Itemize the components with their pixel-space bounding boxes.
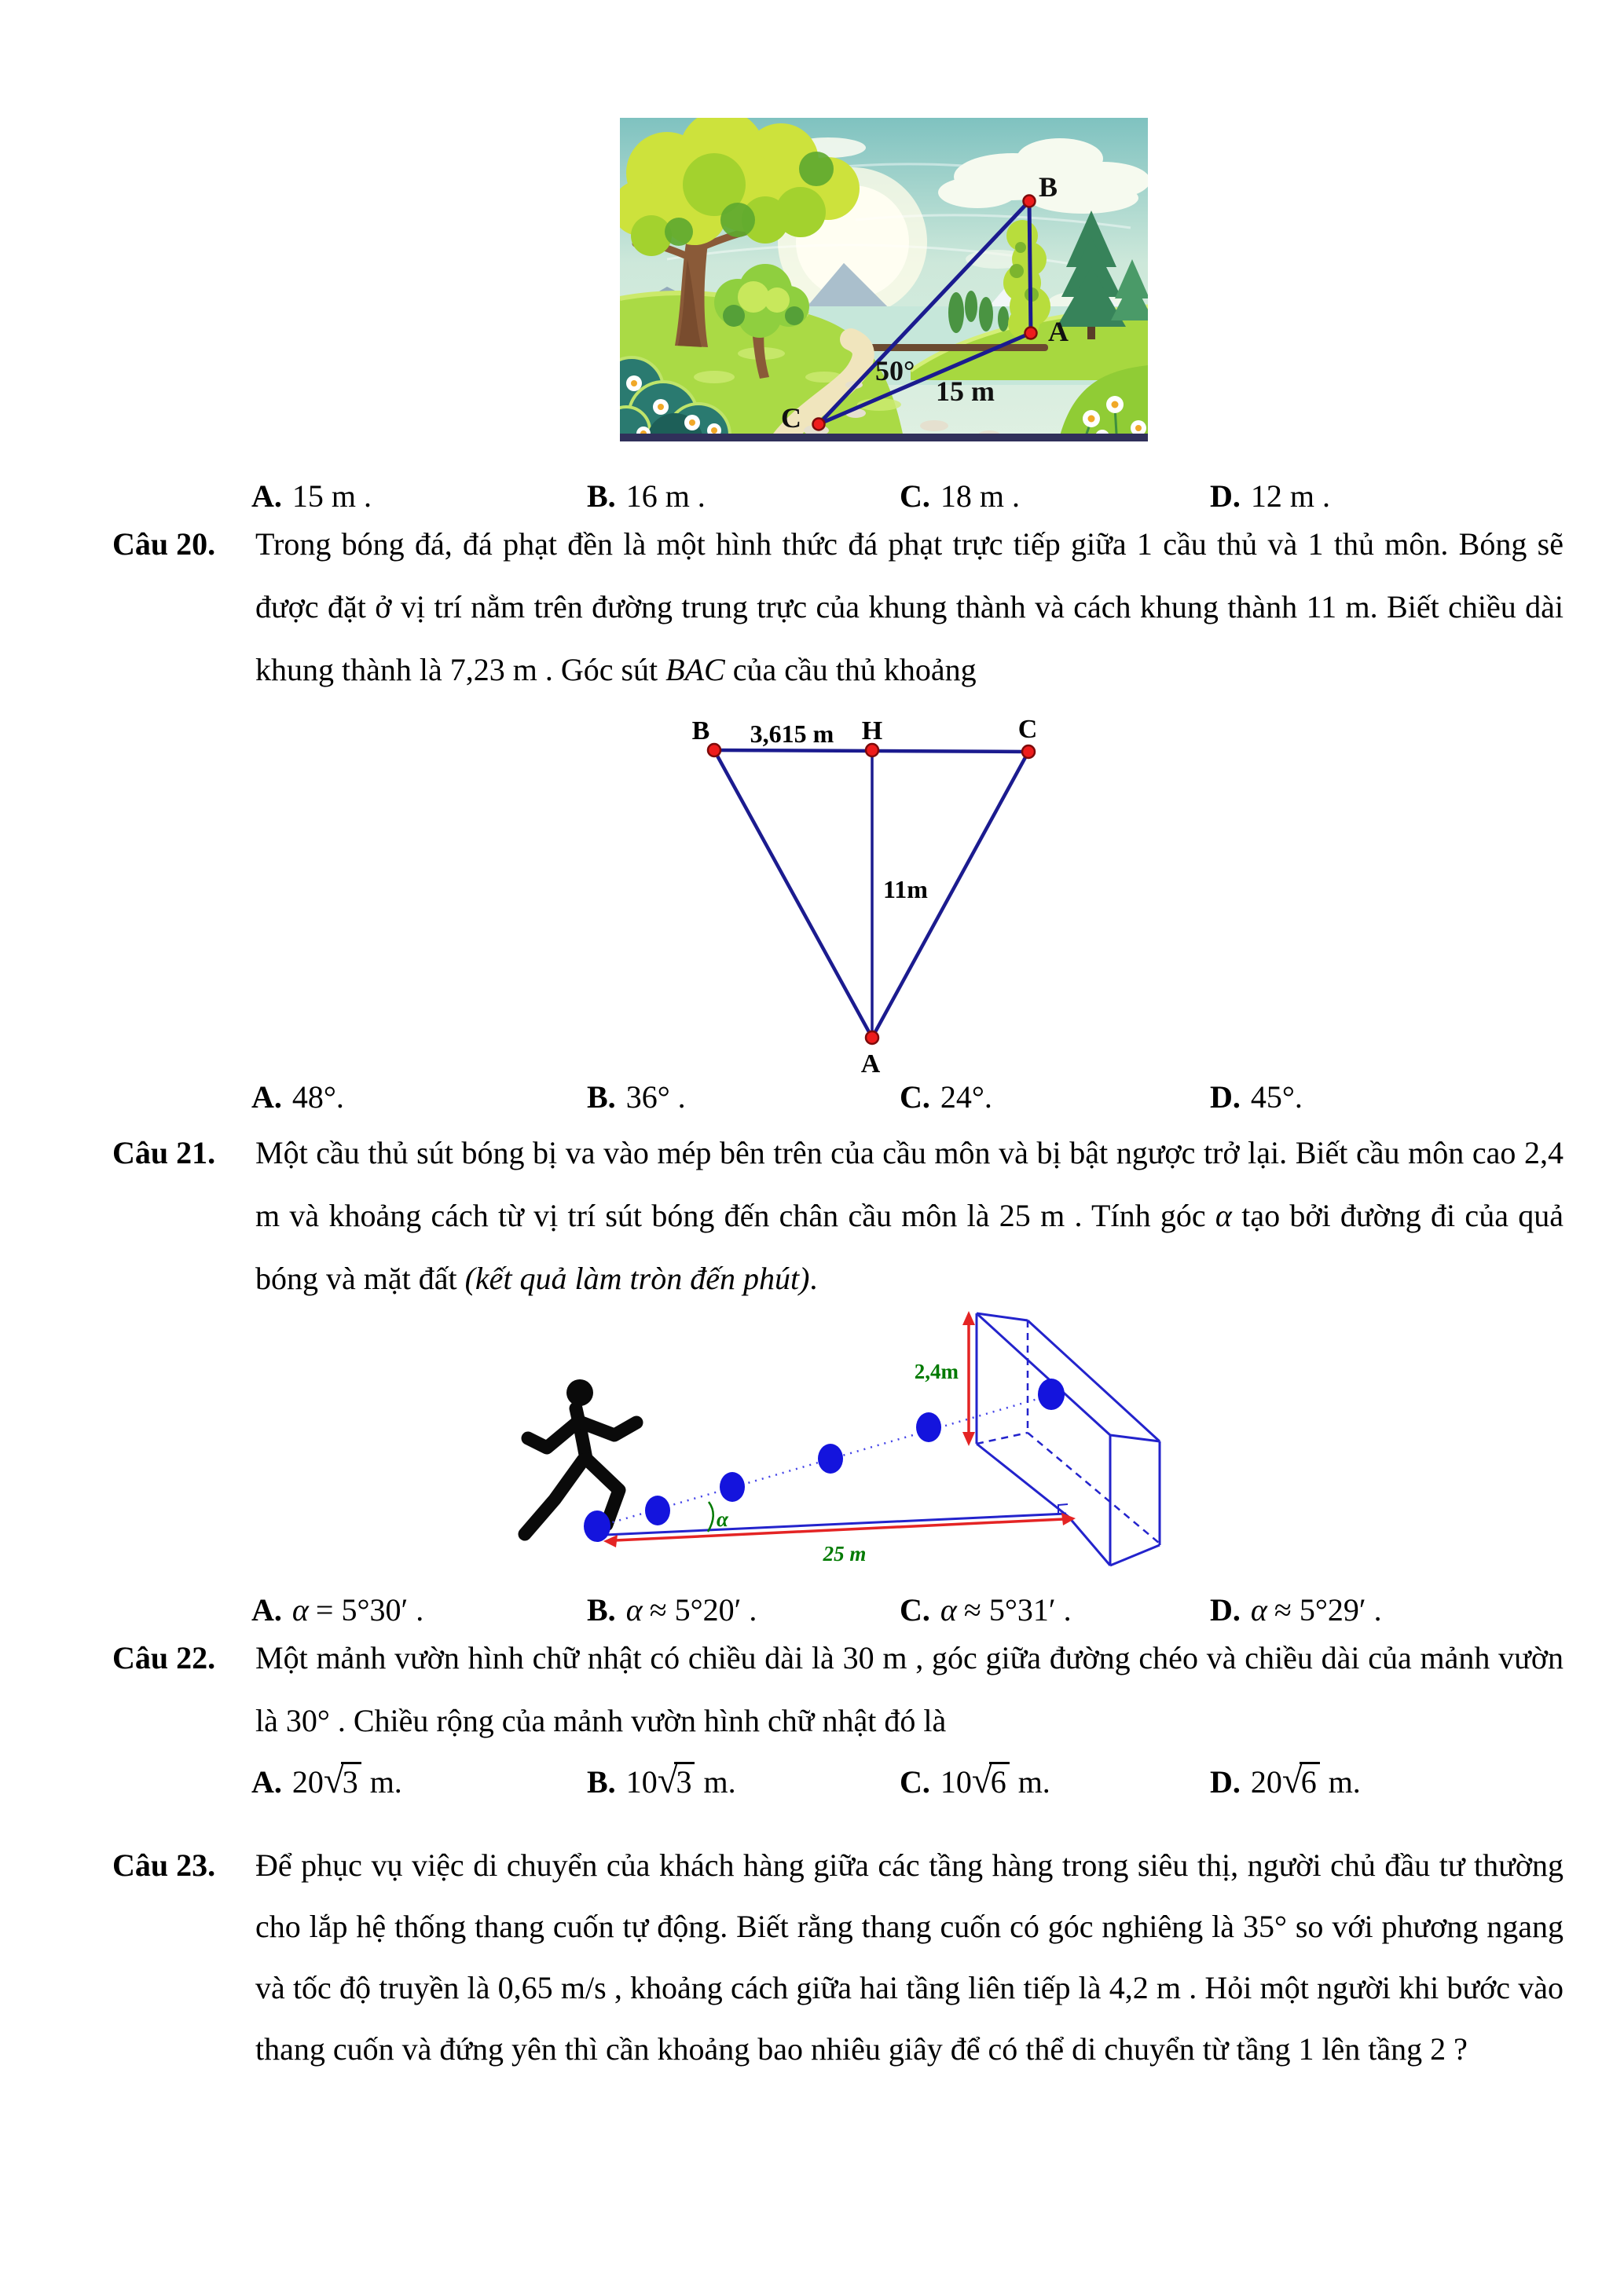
fig2-label-a: A [860, 1049, 881, 1076]
vertex-dot-c [813, 419, 825, 430]
fig2-height-label: 11m [883, 875, 928, 903]
unit: m. [703, 1764, 736, 1800]
kick-trajectory-diagram [487, 1308, 1226, 1602]
q23-text: Để phục vụ việc di chuyển của khách hàng giữa các tầng hàng trong siêu thị, người chủ đầu tư thường cho lắp hệ thống thang cuốn tự động. Biết rằng thang cuốn có góc nghiêng là 35° so với phương ngang và tốc độ truyền là 0,65 m/s , khoảng cách giữa hai tầng liên tiếp là 4,2 m . Hỏi một người khi bước vào thang cuốn và đứng yên thì cần khoảng bao nhiêu giây để có thể di chuyển từ tầng 1 lên tầng 2 ? [255, 1847, 1564, 2067]
landscape-illustration [620, 118, 1148, 441]
question-20-label: Câu 20. [112, 526, 216, 562]
fig3-alpha-label: α [717, 1507, 728, 1531]
answer-option-a [251, 478, 372, 514]
radicand: 3 [341, 1762, 361, 1798]
runner-silhouette-icon [525, 1379, 636, 1534]
fig1-distance-label: 15 m [936, 375, 995, 407]
sqrt-symbol: √ [971, 1760, 992, 1801]
answer-value: 15 m . [291, 478, 372, 514]
answer-option-d [1210, 1591, 1382, 1628]
coefficient: 20 [291, 1764, 324, 1800]
answer-row-q20 [0, 1078, 1624, 1126]
vertex-dot-a [1025, 328, 1037, 339]
answer-letter: A. [251, 1764, 282, 1800]
answer-letter: B. [587, 1764, 616, 1800]
answer-option-d [1210, 1078, 1303, 1115]
goal-box [977, 1313, 1160, 1565]
fig1-label-a: A [1048, 316, 1069, 347]
triangle-lines [714, 750, 1028, 1038]
answer-value: 12 m . [1250, 478, 1331, 514]
answer-option-a [251, 1078, 344, 1115]
fig2-label-h: H [861, 719, 883, 745]
goal-hidden-edges [977, 1320, 1160, 1543]
question-23-label: Câu 23. [112, 1847, 216, 1883]
answer-option-c [900, 1591, 1072, 1628]
unit: m. [369, 1764, 402, 1800]
bottom-strip [620, 434, 1148, 441]
vertex-dot-b [1024, 196, 1036, 207]
figure-landscape-triangle [620, 118, 1148, 441]
answer-letter: C. [900, 478, 930, 514]
answer-option-d [1210, 1762, 1361, 1800]
answer-value: 45°. [1250, 1079, 1303, 1115]
answer-value: 48°. [291, 1079, 344, 1115]
dot-c [1022, 745, 1035, 758]
answer-option-b [587, 1762, 736, 1800]
radicand: 3 [674, 1762, 695, 1798]
goal-triangle-diagram [676, 719, 1069, 1076]
answer-letter: B. [587, 1592, 616, 1628]
coefficient: 20 [1250, 1764, 1282, 1800]
q21-text-part2: tạo bởi đường đi của quả bóng và mặt đất [255, 1198, 1564, 1296]
question-22-label: Câu 22. [112, 1640, 216, 1675]
answer-letter: C. [900, 1764, 930, 1800]
answer-letter: C. [900, 1079, 930, 1115]
alpha-symbol: α [1250, 1592, 1267, 1628]
radicand: 6 [989, 1762, 1010, 1798]
line-ba [714, 750, 872, 1038]
q21-text-part3: . [809, 1261, 818, 1296]
alpha-symbol: α [625, 1592, 643, 1628]
q22-text: Một mảnh vườn hình chữ nhật có chiều dài là 30 m , góc giữa đường chéo và chiều dài của mảnh vườn là 30° . Chiều rộng của mảnh vườn hình chữ nhật đó là [255, 1640, 1564, 1738]
answer-option-b [587, 1591, 757, 1628]
answer-option-c [900, 478, 1020, 514]
fig3-height-label: 2,4m [914, 1360, 959, 1383]
fig1-label-c: C [781, 402, 801, 434]
fig3-distance-label: 25 m [823, 1542, 867, 1565]
fig2-label-c: C [1017, 719, 1038, 744]
answer-option-c [900, 1078, 992, 1115]
q20-text-part2: của cầu thủ khoảng [724, 652, 977, 687]
sqrt-symbol: √ [657, 1760, 678, 1801]
q21-text-part1: Một cầu thủ sút bóng bị va vào mép bên trên của cầu môn và bị bật ngược trở lại. Biết cầu môn cao 2,4 m và khoảng cách từ vị trí sút bóng đến chân cầu môn là 25 m . Tính góc [255, 1135, 1564, 1233]
q21-alpha: α [1215, 1198, 1232, 1233]
alpha-arc [708, 1502, 713, 1532]
answer-option-c [900, 1762, 1050, 1800]
answer-letter: C. [900, 1592, 930, 1628]
sqrt-symbol: √ [323, 1760, 344, 1801]
answer-value: 18 m . [940, 478, 1021, 514]
question-21-label: Câu 21. [112, 1135, 216, 1170]
figure-goal-triangle [676, 719, 1069, 1076]
answer-value: ≈ 5°29′ . [1274, 1592, 1382, 1628]
question-22-text [255, 1627, 1564, 1752]
dot-b [708, 744, 720, 756]
alpha-symbol: α [940, 1592, 957, 1628]
triangle-line-ba [1029, 201, 1031, 333]
answer-value: 36° . [625, 1079, 686, 1115]
figure-kick-trajectory [487, 1308, 1226, 1602]
question-21-text [255, 1122, 1564, 1310]
radicand: 6 [1300, 1762, 1320, 1798]
answer-letter: D. [1210, 478, 1241, 514]
answer-letter: A. [251, 1592, 282, 1628]
height-arrow [962, 1311, 975, 1446]
answer-letter: A. [251, 478, 282, 514]
alpha-symbol: α [291, 1592, 309, 1628]
answer-value: ≈ 5°20′ . [649, 1592, 757, 1628]
answer-value: ≈ 5°31′ . [963, 1592, 1072, 1628]
fig1-angle-label: 50° [875, 355, 915, 386]
answer-letter: B. [587, 1079, 616, 1115]
fig1-label-b: B [1039, 171, 1058, 203]
answer-option-b [587, 478, 706, 514]
answer-letter: A. [251, 1079, 282, 1115]
answer-letter: D. [1210, 1764, 1241, 1800]
sqrt-symbol: √ [1281, 1760, 1303, 1801]
answer-option-a [251, 1591, 423, 1628]
answer-option-b [587, 1078, 686, 1115]
coefficient: 10 [940, 1764, 972, 1800]
answer-option-d [1210, 478, 1330, 514]
dot-h [866, 744, 878, 756]
q21-note: (kết quả làm tròn đến phút) [464, 1261, 810, 1296]
answer-letter: D. [1210, 1079, 1241, 1115]
fig2-width-label: 3,615 m [750, 720, 834, 748]
answer-value: = 5°30′ . [315, 1592, 424, 1628]
coefficient: 10 [625, 1764, 658, 1800]
answer-letter: B. [587, 478, 616, 514]
question-23-text [255, 1835, 1564, 2080]
unit: m. [1328, 1764, 1361, 1800]
answer-option-a [251, 1762, 402, 1800]
answer-row-q22 [0, 1762, 1624, 1809]
dot-a [866, 1031, 878, 1044]
answer-value: 24°. [940, 1079, 992, 1115]
q20-angle-bac: BAC [665, 652, 725, 687]
question-20-text [255, 513, 1564, 701]
unit: m. [1017, 1764, 1050, 1800]
ground-line [605, 1514, 1066, 1535]
q20-text-part1: Trong bóng đá, đá phạt đền là một hình thức đá phạt trực tiếp giữa 1 cầu thủ và 1 thủ môn. Bóng sẽ được đặt ở vị trí nằm trên đường trung trực của khung thành và cách khung thành 11 m. Biết chiều dài khung thành là 7,23 m . Góc sút [255, 526, 1564, 687]
answer-value: 16 m . [625, 478, 706, 514]
fig2-label-b: B [691, 719, 710, 745]
answer-letter: D. [1210, 1592, 1241, 1628]
